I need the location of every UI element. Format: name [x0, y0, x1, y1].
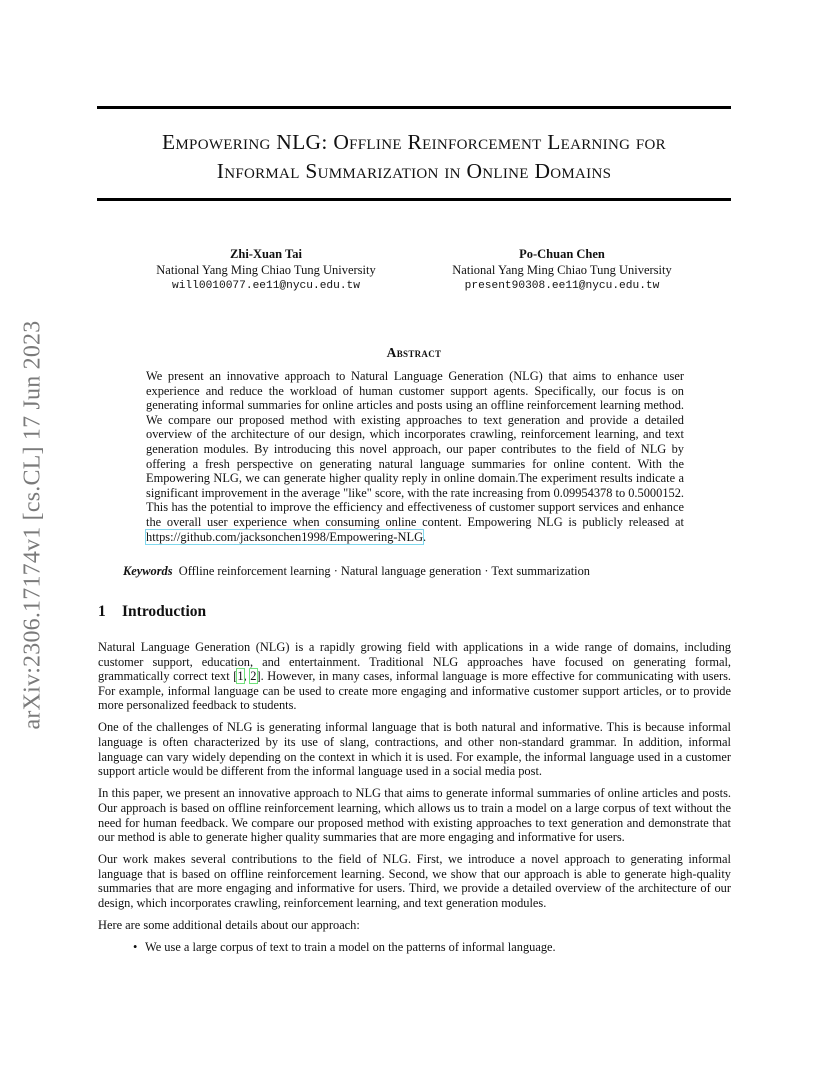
abstract-text [146, 369, 684, 544]
citation-1[interactable]: 1 [237, 669, 244, 684]
abstract-body: We present an innovative approach to Natural Language Generation (NLG) that aims to enhance user experience and reduce the workload of human customer support agents. Specifically, our focus is on generating informal summaries for online articles and posts using an offline reinforcement learning method. We compare our proposed method with existing approaches to text generation and provide a detailed overview of the architecture of our design, which incorporates crawling, reinforcement learning, and text generation modules. By introducing this novel approach, our paper contributes to the field of NLG by offering a fresh perspective on generating natural language summaries for online content. With the Empowering NLG, we can generate higher quality reply in online domain.The experiment results indicate a significant improvement in the average "like" score, with the rate increasing from 0.09954378 to 0.5000152. This has the potential to improve the efficiency and effectiveness of customer support services and enhance the overall user experience when consuming online content. Empowering NLG is publicly released at [146, 369, 684, 529]
paragraph-3: In this paper, we present an innovative approach to NLG that aims to generate informal summaries of online articles and posts. Our approach is based on offline reinforcement learning, which allows us to train a model on a large corpus of text without the need for human feedback. We compare our proposed method with existing approaches to text generation and demonstrate that our method is able to generate higher quality summaries that are more engaging and informative for users. [98, 786, 731, 845]
abstract-end: . [423, 529, 427, 544]
author-affiliation: National Yang Ming Chiao Tung University [156, 263, 376, 277]
paper-title [97, 128, 731, 186]
title-rule-top [97, 106, 731, 109]
author-email[interactable]: will0010077.ee11@nycu.edu.tw [172, 280, 360, 292]
title-line-1: Empowering NLG: Offline Reinforcement Learning for [161, 130, 666, 154]
paragraph-2: One of the challenges of NLG is generating informal language that is both natural and informative. This is because informal language is often characterized by its use of slang, contractions, and other non-standard grammar. In addition, informal language can vary widely depending on the context in which it is used. For example, the informal language used in a customer support article would be different from the informal language used in a social media post. [98, 720, 731, 779]
arxiv-identifier: arXiv:2306.17174v1 [cs.CL] 17 Jun 2023 [19, 320, 46, 730]
title-line-2: Informal Summarization in Online Domains [216, 159, 612, 183]
paragraph-text: ]. However, in many cases, informal language is more effective for communicating with users. For example, informal language can be used to create more engaging and informative customer support articles, or to provide more personalized feedback to students. [98, 669, 732, 713]
approach-list [98, 940, 731, 955]
paragraph-5: Here are some additional details about our approach: [98, 918, 360, 933]
author-name: Zhi-Xuan Tai [230, 247, 302, 261]
section-heading [98, 603, 206, 621]
paragraph-1 [98, 640, 731, 713]
paragraph-text: Natural Language Generation (NLG) is a rapidly growing field with applications in a wide range of domains, including customer support, education, and entertainment. Traditional NLG approaches have focused on generating formal, grammatically correct text [ [98, 640, 731, 684]
abstract-heading: Abstract [386, 345, 442, 360]
section-number: 1 [98, 603, 106, 620]
github-link[interactable]: https://github.com/jacksonchen1998/Empowering-NLG [146, 529, 424, 544]
author-email[interactable]: present90308.ee11@nycu.edu.tw [464, 280, 660, 292]
author-name: Po-Chuan Chen [519, 247, 605, 261]
introduction-body [98, 640, 731, 955]
author-2 [436, 246, 688, 294]
list-item: • We use a large corpus of text to train a model on the patterns of informal language. [98, 940, 731, 955]
keywords-line [123, 564, 743, 579]
keywords-text: Offline reinforcement learning · Natural language generation · Text summarization [178, 564, 590, 578]
author-1 [140, 246, 392, 294]
author-affiliation: National Yang Ming Chiao Tung University [452, 263, 672, 277]
citation-2[interactable]: 2 [250, 669, 257, 684]
paragraph-4: Our work makes several contributions to the field of NLG. First, we introduce a novel approach to generating informal language that is based on offline reinforcement learning. Second, we show that our approach is able to generate high-quality summaries that are more engaging and informative for users. Third, we provide a detailed overview of the architecture of our design, which incorporates crawling, reinforcement learning, and text generation modules. [98, 852, 731, 910]
citation-separator: , [243, 669, 251, 684]
keywords-label: Keywords [123, 564, 173, 578]
title-rule-bottom [97, 198, 731, 201]
section-title: Introduction [122, 603, 207, 620]
